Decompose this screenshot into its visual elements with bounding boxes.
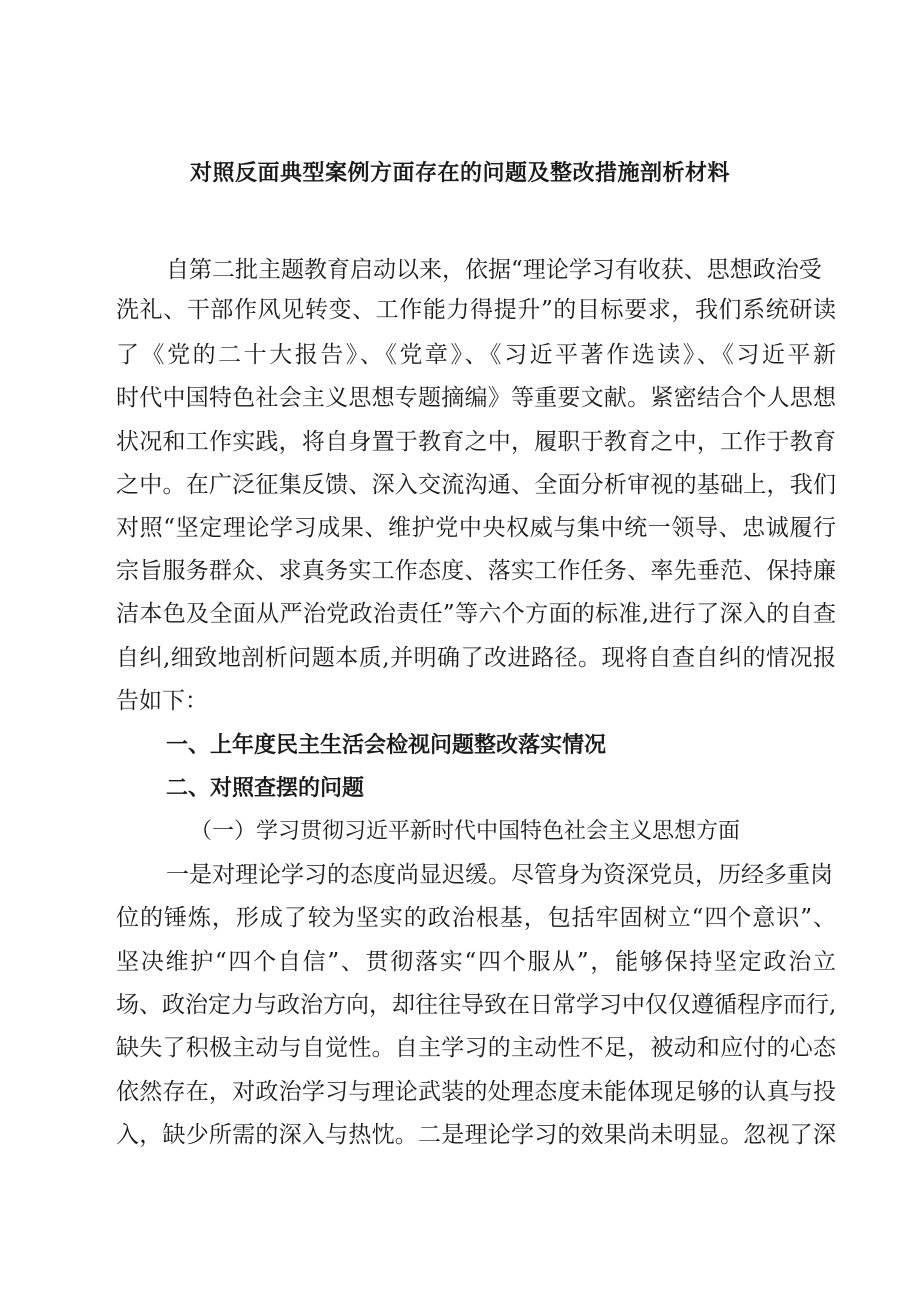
intro-line: 宗旨服务群众、求真务实工作态度、落实工作任务、率先垂范、保持廉: [116, 558, 836, 584]
body-line: 位的锤炼，形成了较为坚实的政治根基，包括牢固树立“四个意识”、: [116, 905, 836, 931]
body-line: 入，缺少所需的深入与热忱。二是理论学习的效果尚未明显。忽视了深: [116, 1122, 836, 1148]
intro-line: 之中。在广泛征集反馈、深入交流沟通、全面分析审视的基础上，我们: [116, 472, 836, 498]
body-line: 缺失了积极主动与自觉性。自主学习的主动性不足，被动和应付的心态: [116, 1035, 836, 1061]
intro-line: 洁本色及全面从严治党政治责任”等六个方面的标准,进行了深入的自查: [116, 601, 836, 627]
intro-line: 洗礼、干部作风见转变、工作能力得提升”的目标要求，我们系统研读: [116, 297, 836, 323]
intro-line: 了《党的二十大报告》、《党章》、《习近平著作选读》、《习近平新: [116, 342, 836, 368]
intro-line: 时代中国特色社会主义思想专题摘编》等重要文献。紧密结合个人思想: [116, 385, 836, 411]
intro-line: 状况和工作实践，将自身置于教育之中，履职于教育之中，工作于教育: [116, 429, 836, 455]
body-line: 坚决维护“四个自信”、贯彻落实“四个服从”，能够保持坚定政治立: [116, 949, 836, 975]
document-title: 对照反面典型案例方面存在的问题及整改措施剖析材料: [189, 160, 730, 186]
section-heading-2: 二、对照查摆的问题: [166, 776, 365, 801]
intro-line: 告如下：: [116, 688, 208, 714]
body-line: 一是对理论学习的态度尚显迟缓。尽管身为资深党员，历经多重岗: [166, 862, 833, 888]
body-line: 依然存在，对政治学习与理论武装的处理态度未能体现足够的认真与投: [116, 1079, 836, 1105]
intro-line: 自纠,细致地剖析问题本质,并明确了改进路径。现将自查自纠的情况报: [116, 645, 836, 671]
intro-line: 自第二批主题教育启动以来，依据“理论学习有收获、思想政治受: [166, 257, 822, 283]
intro-line: 对照“坚定理论学习成果、维护党中央权威与集中统一领导、忠诚履行: [116, 515, 836, 541]
body-line: 场、政治定力与政治方向，却往往导致在日常学习中仅仅遵循程序而行,: [116, 992, 837, 1018]
section-heading-1: 一、上年度民主生活会检视问题整改落实情况: [166, 733, 607, 758]
subsection-heading-1: （一）学习贯彻习近平新时代中国特色社会主义思想方面: [190, 819, 741, 844]
